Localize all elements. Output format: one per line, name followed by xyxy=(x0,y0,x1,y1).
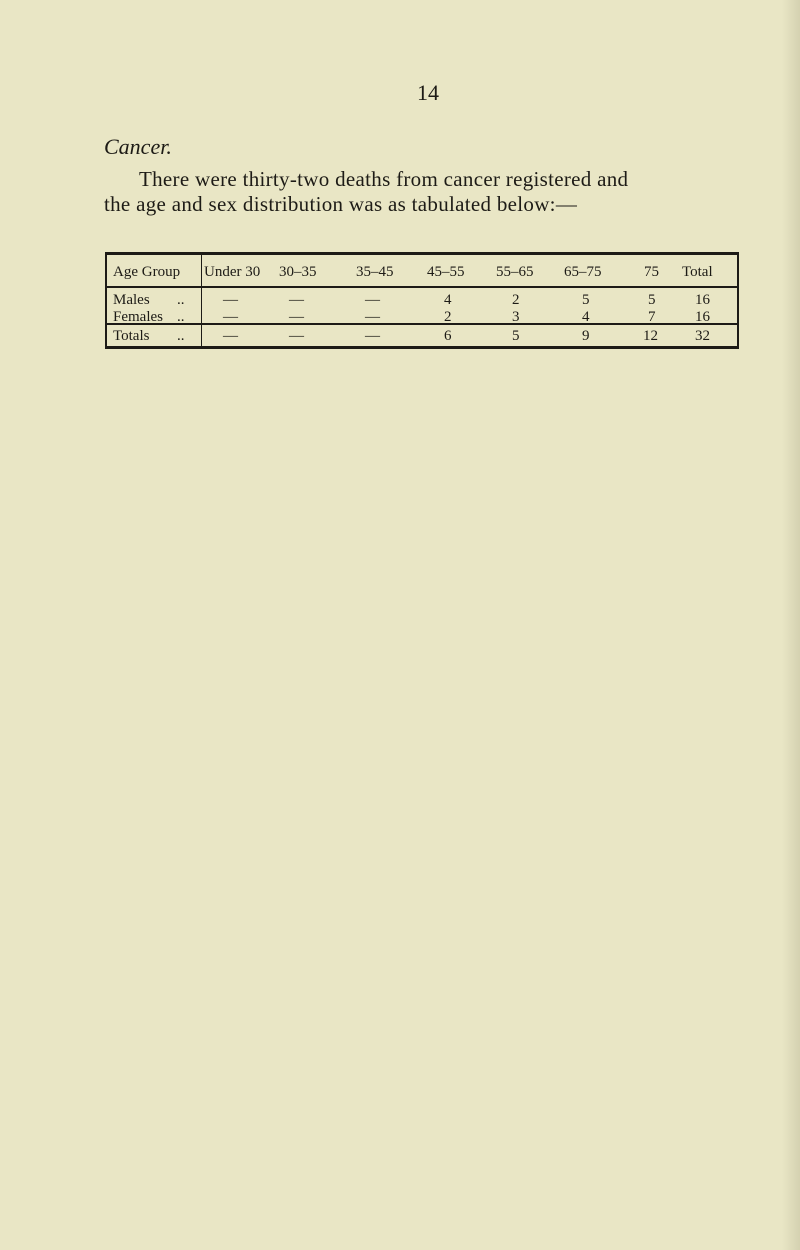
totals-separator-rule xyxy=(105,323,739,325)
header-under-30: Under 30 xyxy=(204,264,261,280)
header-separator-rule xyxy=(105,286,739,288)
table-label-column-divider xyxy=(201,255,202,346)
header-75: 75 xyxy=(644,264,659,280)
totals-75: 12 xyxy=(643,328,658,344)
page-edge-shadow xyxy=(782,0,800,1250)
row-label-males: Males xyxy=(113,292,150,308)
paragraph-line-1: There were thirty-two deaths from cancer registered and xyxy=(139,167,629,191)
section-heading: Cancer. xyxy=(104,134,172,159)
age-sex-table xyxy=(105,252,739,349)
totals-30-35: — xyxy=(289,328,304,344)
table-bottom-rule xyxy=(105,346,739,349)
males-75: 5 xyxy=(648,292,656,308)
females-total: 16 xyxy=(695,309,710,325)
totals-under-30: — xyxy=(223,328,238,344)
totals-total: 32 xyxy=(695,328,710,344)
header-45-55: 45–55 xyxy=(427,264,465,280)
males-under-30: — xyxy=(223,292,238,308)
males-30-35: — xyxy=(289,292,304,308)
row-label-totals: Totals xyxy=(113,328,150,344)
totals-55-65: 5 xyxy=(512,328,520,344)
females-65-75: 4 xyxy=(582,309,590,325)
table-right-rule xyxy=(737,252,739,349)
totals-65-75: 9 xyxy=(582,328,590,344)
intro-paragraph xyxy=(104,167,744,217)
header-total: Total xyxy=(682,264,713,280)
header-35-45: 35–45 xyxy=(356,264,394,280)
row-label-females: Females xyxy=(113,309,163,325)
males-55-65: 2 xyxy=(512,292,520,308)
males-35-45: — xyxy=(365,292,380,308)
females-35-45: — xyxy=(365,309,380,325)
females-55-65: 3 xyxy=(512,309,520,325)
females-30-35: — xyxy=(289,309,304,325)
females-45-55: 2 xyxy=(444,309,452,325)
males-45-55: 4 xyxy=(444,292,452,308)
females-under-30: — xyxy=(223,309,238,325)
header-65-75: 65–75 xyxy=(564,264,602,280)
header-30-35: 30–35 xyxy=(279,264,317,280)
page-number: 14 xyxy=(417,80,439,105)
females-75: 7 xyxy=(648,309,656,325)
header-age-group: Age Group xyxy=(113,264,181,280)
males-total: 16 xyxy=(695,292,710,308)
table-left-rule xyxy=(105,252,107,349)
row-leader-males: .. xyxy=(177,292,185,308)
header-55-65: 55–65 xyxy=(496,264,534,280)
row-leader-females: .. xyxy=(177,309,185,325)
paragraph-line-2: the age and sex distribution was as tabulated below:— xyxy=(104,192,578,216)
totals-35-45: — xyxy=(365,328,380,344)
males-65-75: 5 xyxy=(582,292,590,308)
row-leader-totals: .. xyxy=(177,328,185,344)
totals-45-55: 6 xyxy=(444,328,452,344)
